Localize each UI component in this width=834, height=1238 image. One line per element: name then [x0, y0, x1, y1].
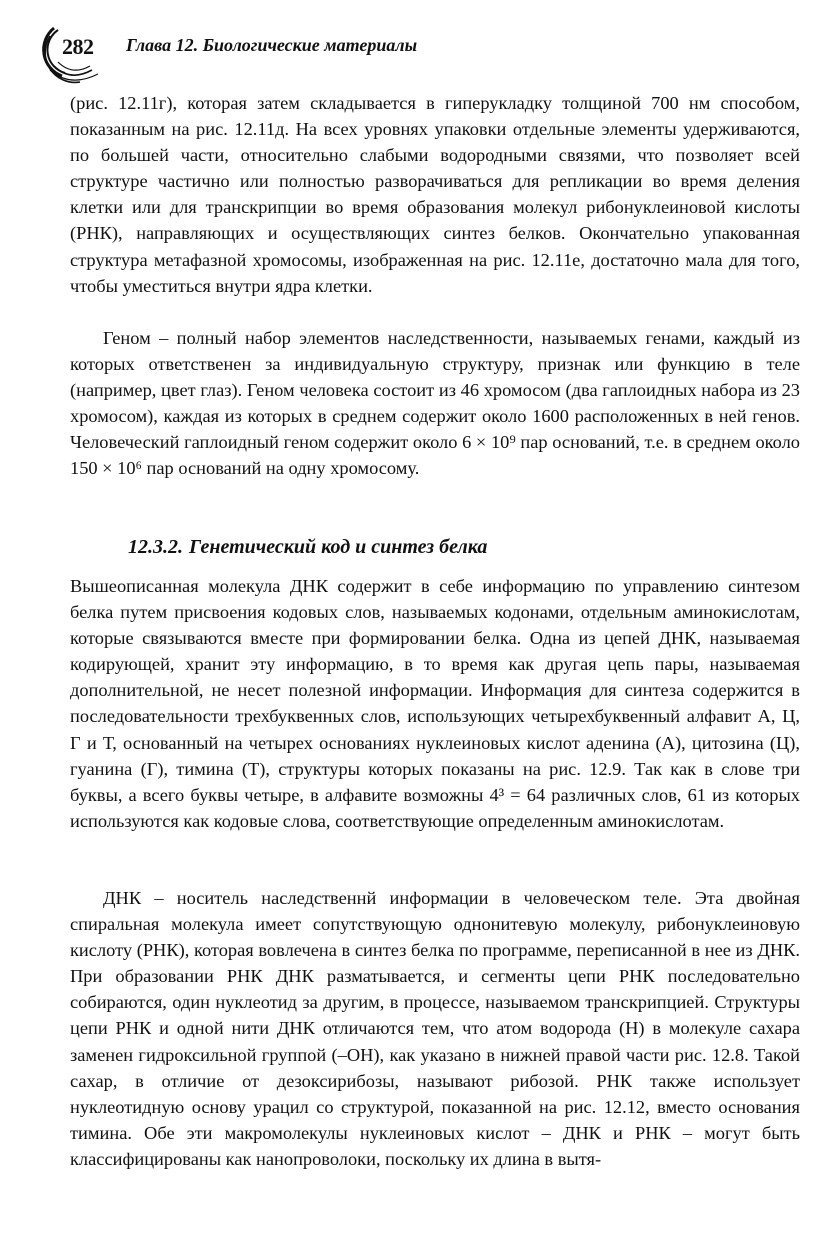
section-heading: [128, 536, 493, 559]
paragraph-chromosome-packing: (рис. 12.11г), которая затем складывается в гиперукладку толщиной 700 нм способом, показанным на рис. 12.11д. На всех уровнях упаковки отдельные элементы удерживаются, по большей части, относительно слабыми водородными связями, что позволяет всей структуре частично или полностью разворачиваться для репликации во время деления клетки или для транскрипции во время образования молекул рибонуклеиновой кислоты (РНК), направляющих и осуществляющих синтез белков. Окончательно упакованная структура метафазной хромосомы, изображенная на рис. 12.11е, достаточно мала для того, чтобы уместиться внутри ядра клетки.: [70, 93, 800, 296]
paragraph-genetic-code: Вышеописанная молекула ДНК содержит в себе информацию по управлению синтезом белка путем присвоения кодовых слов, называемых кодонами, отдельным аминокислотам, которые связываются вместе при формировании белка. Одна из цепей ДНК, называемая кодирующей, хранит эту информацию, в то время как другая цепь пары, называемая дополнительной, не несет полезной информации. Информация для синтеза содержится в последовательности трехбуквенных слов, использующих четырехбуквенный алфавит А, Ц, Г и Т, основанный на четырех основаниях нуклеиновых кислот аденина (А), цитозина (Ц), гуанина (Г), тимина (Т), структуры которых показаны на рис. 12.9. Так как в слове три буквы, а всего буквы четыре, в алфавите возможны 4³ = 64 различных слов, 61 из которых используются как кодовые слова, соответствующие определенным аминокислотам.: [70, 576, 800, 831]
section-title: Генетический код и синтез белка: [189, 536, 488, 558]
section-number: 12.3.2.: [128, 536, 183, 558]
page-number: 282: [62, 34, 94, 59]
running-chapter-title: Глава 12. Биологические материалы: [126, 35, 418, 55]
paragraph-genome: Геном – полный набор элементов наследственности, называемых генами, каждый из которых ответственен за индивидуальную структуру, признак или функцию в теле (например, цвет глаз). Геном человека состоит из 46 хромосом (два гаплоидных набора из 23 хромосом), каждая из которых в среднем содержит около 1600 расположенных в ней генов. Человеческий гаплоидный геном содержит около 6 × 10⁹ пар оснований, т.е. в среднем около 150 × 10⁶ пар оснований на одну хромосому.: [70, 328, 800, 479]
page-header: [40, 20, 800, 76]
paragraph-dna-rna: ДНК – носитель наследственнй информации в человеческом теле. Эта двойная спиральная молекула имеет сопутствующую однонитевую молекулу, рибонуклеиновую кислоту (РНК), которая вовлечена в синтез белка по программе, переписанной в нее из ДНК. При образовании РНК ДНК разматывается, и сегменты цепи РНК последовательно собираются, один нуклеотид за другим, в процессе, называемом транскрипцией. Структуры цепи РНК и одной нити ДНК отличаются тем, что атом водорода (Н) в молекуле сахара заменен гидроксильной группой (–ОН), как указано в нижней правой части рис. 12.8. Такой сахар, в отличие от дезоксирибозы, называют рибозой. РНК также использует нуклеотидную основу урацил со структурой, показанной на рис. 12.12, вместо основания тимина. Обе эти макромолекулы нуклеиновых кислот – ДНК и РНК – могут быть классифицированы как нанопроволоки, поскольку их длина в вытя-: [70, 888, 800, 1169]
